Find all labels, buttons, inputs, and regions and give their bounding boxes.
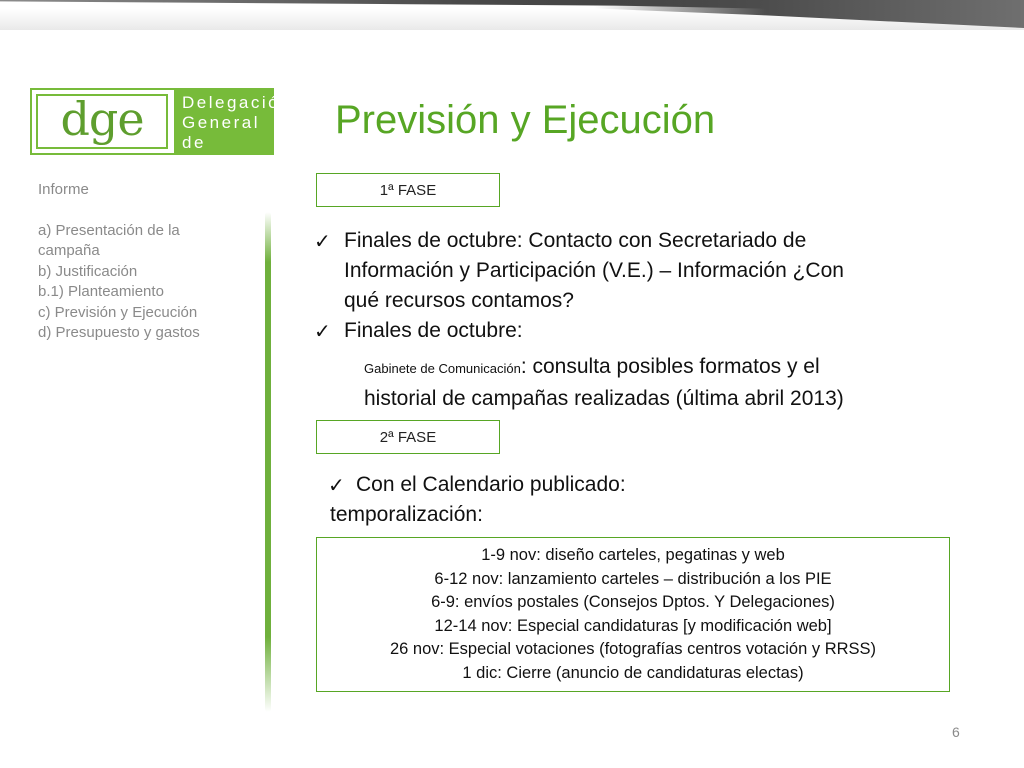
check-icon: ✓ xyxy=(314,319,331,343)
bullet-line: Finales de octubre: Contacto con Secretariado de xyxy=(344,229,807,252)
page-number: 6 xyxy=(952,724,960,740)
schedule-row: 6-12 nov: lanzamiento carteles – distribución a los PIE xyxy=(434,569,832,588)
phase-1-label-box xyxy=(316,173,500,207)
check-icon: ✓ xyxy=(314,229,331,253)
phase-2-label-box xyxy=(316,420,500,454)
sub-text: historial de campañas realizadas (última abril 2013) xyxy=(364,387,844,410)
bullet-item xyxy=(314,316,914,346)
phase-1-bullets xyxy=(314,226,914,414)
sidebar-item: c) Previsión y Ejecución xyxy=(38,303,198,321)
sidebar-item: a) Presentación de la xyxy=(38,221,180,239)
dge-logo xyxy=(30,88,299,172)
sidebar-item: d) Presupuesto y gastos xyxy=(38,324,200,341)
schedule-row: 1 dic: Cierre (anuncio de candidaturas electas) xyxy=(462,663,804,682)
check-icon: ✓ xyxy=(328,473,345,497)
bullet-line: qué recursos contamos? xyxy=(344,289,574,312)
vertical-divider xyxy=(265,212,271,712)
bullet-line: Información y Participación (V.E.) – Información ¿Con xyxy=(344,259,844,282)
logo-mark: dge xyxy=(60,91,144,146)
schedule-row: 26 nov: Especial votaciones (fotografías centros votación y RRSS) xyxy=(389,640,877,659)
sidebar-item: campaña xyxy=(38,242,100,259)
schedule-row: 12-14 nov: Especial candidaturas [y modificación web] xyxy=(434,616,832,635)
phase-2-label: 2ª FASE xyxy=(379,428,437,446)
schedule-row: 6-9: envíos postales (Consejos Dptos. Y Delegaciones) xyxy=(431,593,835,612)
bullet-item xyxy=(314,226,914,316)
phase-2-bullet xyxy=(328,470,626,530)
schedule-row: 1-9 nov: diseño carteles, pegatinas y web xyxy=(481,546,785,564)
bullet-item xyxy=(328,470,626,500)
sub-text: : consulta posibles formatos y el xyxy=(520,355,820,378)
bullet-subtext xyxy=(314,352,914,414)
slide-title: Previsión y Ejecución xyxy=(335,98,716,142)
bullet-line: Finales de octubre: xyxy=(344,319,523,342)
logo-text-panel xyxy=(174,90,299,172)
sidebar-item: b.1) Planteamiento xyxy=(38,283,164,300)
sidebar-outline xyxy=(38,180,258,344)
sidebar-heading: Informe xyxy=(38,181,89,198)
bullet-line: Con el Calendario publicado: xyxy=(356,473,626,496)
schedule-box xyxy=(316,537,950,692)
logo-line-2: General de xyxy=(182,113,260,152)
phase-1-label: 1ª FASE xyxy=(379,181,437,199)
logo-mark-box xyxy=(36,91,168,149)
sidebar-item: b) Justificación xyxy=(38,262,138,280)
sub-label-small: Gabinete de Comunicación xyxy=(364,361,521,376)
logo-line-1: Delegación xyxy=(182,93,293,112)
bullet-continuation: temporalización: xyxy=(330,503,483,526)
logo-line-3: Estudiantes xyxy=(182,153,299,172)
